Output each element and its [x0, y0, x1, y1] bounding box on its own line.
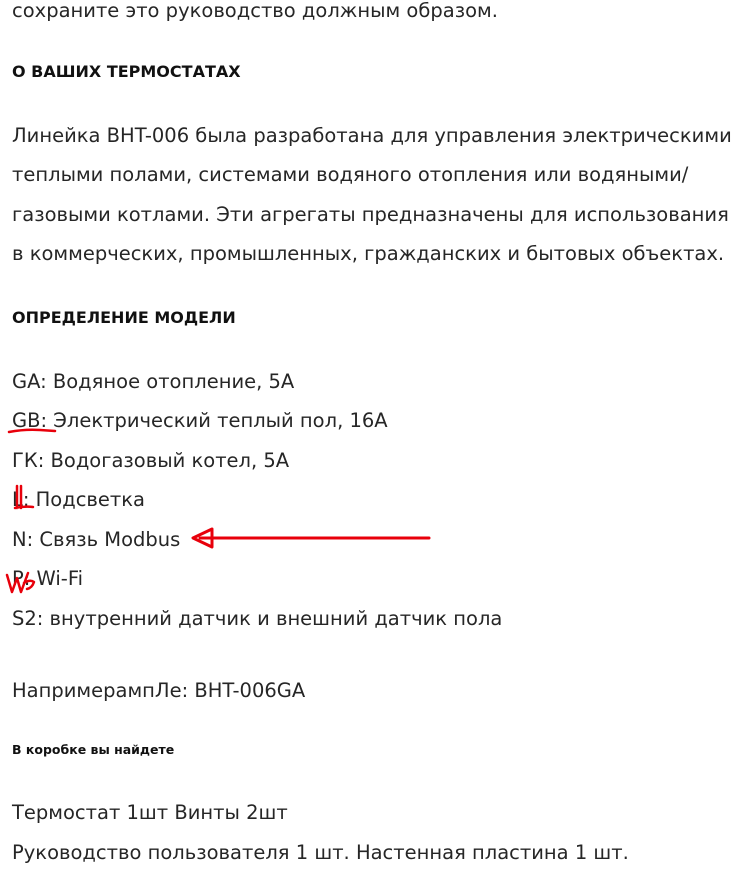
model-item-gb: GB: Электрический теплый пол, 16A	[12, 409, 388, 432]
box-line: Термостат 1шт Винты 2шт	[12, 801, 288, 824]
about-heading: О ВАШИХ ТЕРМОСТАТАХ	[12, 62, 241, 81]
about-line: теплыми полами, системами водяного отопления или водяными/	[12, 163, 689, 186]
about-line: в коммерческих, промышленных, гражданских и бытовых объектах.	[12, 242, 725, 265]
arrow-head-mark	[193, 529, 212, 547]
about-line: Линейка BHT-006 была разработана для управления электрическими	[12, 124, 732, 147]
model-item-ga: GA: Водяное отопление, 5A	[12, 370, 295, 393]
model-item-gk: ГК: Водогазовый котел, 5A	[12, 449, 290, 472]
model-example: НапримерампЛе: BHT-006GA	[12, 679, 306, 702]
model-item-p: P: Wi-Fi	[12, 567, 84, 590]
model-item-s2: S2: внутренний датчик и внешний датчик пола	[12, 607, 503, 630]
model-heading: ОПРЕДЕЛЕНИЕ МОДЕЛИ	[12, 308, 236, 327]
model-item-n: N: Связь Modbus	[12, 528, 181, 551]
model-item-l: L: Подсветка	[12, 488, 146, 511]
intro-text: сохраните это руководство должным образом.	[12, 0, 498, 22]
box-line: Руководство пользователя 1 шт. Настенная пластина 1 шт.	[12, 841, 629, 864]
about-line: газовыми котлами. Эти агрегаты предназначены для использования	[12, 203, 729, 226]
box-heading: В коробке вы найдете	[12, 742, 175, 757]
